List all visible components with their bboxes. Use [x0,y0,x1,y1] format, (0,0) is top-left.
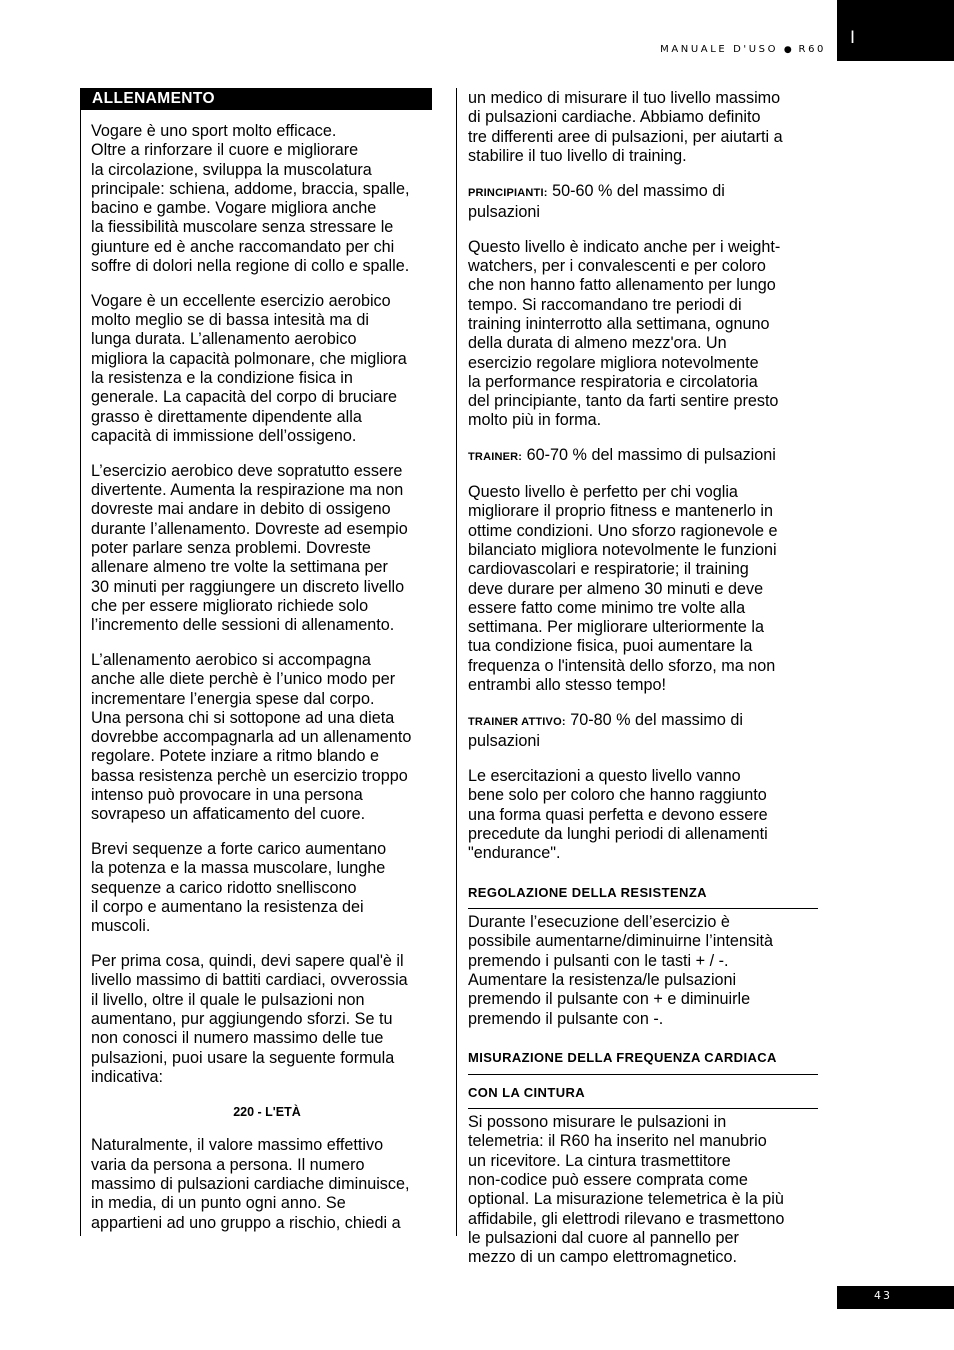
max-heart-rate-formula: 220 - L'ETÀ [233,1105,301,1120]
right-column [468,89,823,1283]
level-label: TRAINER ATTIVO: [468,715,566,728]
paragraph: Vogare è un eccellente esercizio aerobico molto meglio se di bassa intesità ma di lunga durata. L’allenamento aerobico migliora la capacità polmonare, che migliora la resistenza e la condizione fisica in generale. La capacità del corpo di bruciare grasso è direttamente dipendente alla capacità di immissione dell’ossigeno. [91,291,407,445]
left-column-rule [80,88,81,1236]
left-column [91,86,443,1248]
level-label: TRAINER: [468,451,523,464]
level-range: 70-80 % del massimo di pulsazioni [468,710,743,751]
level-trainer [468,446,823,467]
heart-rate-heading: MISURAZIONE DELLA FREQUENZA CARDIACA [468,1044,818,1074]
model-name: R60 [798,44,826,55]
paragraph: Naturalmente, il valore massimo effettivo varia da persona a persona. Il numero massimo di pulsazioni cardiache diminuisce, in media, di un punto ogni anno. Se appartieni ad uno gruppo a rischio, chiedi a [91,1136,410,1232]
paragraph: Vogare è uno sport molto efficace. Oltre a rinforzare il cuore e migliorare la circolazione, sviluppa la muscolatura principale: schiena, addome, braccia, spalle, bacino e gambe. Vogare migliora anche la fiessibilità muscolare senza stressare le giunture ed è anche raccomandato per chi soffre di dolori nella regione di collo e spalle. [91,122,410,276]
level-principianti [468,182,823,223]
resistance-heading: REGOLAZIONE DELLA RESISTENZA [468,879,818,909]
paragraph: Si possono misurare le pulsazioni in telemetria: il R60 ha inserito nel manubrio un ricevitore. La cintura trasmettitore non-codice può essere comprata come optional. La misurazione telemetrica è la più affidabile, gli elettrodi rilevano e trasmettono le pulsazioni dal cuore al pannello per mezzo di un campo elettromagnetico. [468,1113,785,1267]
bullet-separator: ● [783,45,793,55]
paragraph: Questo livello è indicato anche per i weight- watchers, per i convalescenti e per coloro che non hanno fatto allenamento per lungo tempo. Si raccomandano tre periodi di training ininterrotto alla settimana, ognuno della durata di almeno mezz'ora. Un esercizio regolare migliora notevolmente la performance respiratoria e circolatoria del principiante, tanto da farti sentire presto molto più in forma. [468,237,781,430]
paragraph: Brevi sequenze a forte carico aumentano la potenza e la massa muscolare, lunghe sequenze a carico ridotto snelliscono il corpo e aumentano la resistenza dei muscoli. [91,840,387,936]
level-label: PRINCIPIANTI: [468,186,548,199]
paragraph: L’esercizio aerobico deve sopratutto essere divertente. Aumenta la respirazione ma non dovreste mai andare in debito di ossigeno durante l’allenamento. Dovreste ad esempio poter parlare senza problemi. Dovreste allenare almeno tre volte la settimana per 30 minuti per raggiungere un discreto livello che per essere migliorato richiede solo l’incremento delle sessioni di allenamento. [91,461,408,635]
manual-title: MANUALE D'USO [660,44,779,55]
level-trainer-attivo [468,711,823,752]
heart-rate-subheading: CON LA CINTURA [468,1079,818,1109]
language-tab [837,0,954,61]
running-header [660,44,826,55]
level-range: 60-70 % del massimo di pulsazioni [522,446,776,465]
center-column-rule [456,88,457,1236]
paragraph: Per prima cosa, quindi, devi sapere qual'è il livello massimo di battiti cardiaci, ovverossia il livello, oltre il quale le pulsazioni non aumentano, pur aggiungendo sforzi. Se tu non conosci il numero massimo delle tue pulsazioni, puoi usare la seguente formula indicativa: [91,952,408,1086]
paragraph: L’allenamento aerobico si accompagna anche alle diete perchè è l’unico modo per incrementare l’energia spese dal corpo. Una persona chi si sottopone ad una dieta dovrebbe accompagnarla ad un allenamento regolare. Potete inziare a ritmo blando e bassa resistenza perchè un esercizio troppo intenso può provocare in una persona sovrapeso un affaticamento del cuore. [91,650,412,824]
page-number: 43 [874,1289,892,1302]
paragraph: Questo livello è perfetto per chi voglia migliorare il proprio fitness e mantenerlo in ottime condizioni. Uno sforzo ragionevole e bilanciato migliora notevolmente le funzioni cardiovascolari e respiratorie; il training deve durare per almeno 30 minuti e deve essere fatto come minimo tre volte alla settimana. Per migliorare ulteriormente la tua condizione fisica, puoi aumentare la frequenza o l'intensità dello sforzo, ma non entrambi allo stesso tempo! [468,483,778,695]
section-title: ALLENAMENTO [81,88,432,110]
paragraph: un medico di misurare il tuo livello massimo di pulsazioni cardiache. Abbiamo definito tre differenti aree di pulsazioni, per aiutarti a stabilire il tuo livello di training. [468,89,783,165]
language-marker: I [850,28,856,48]
level-range: 50-60 % del massimo di pulsazioni [468,181,725,221]
paragraph: Durante l’esecuzione dell’esercizio è possibile aumentarne/diminuirne l’intensità premendo i pulsanti con le tasti + / -. Aumentare la resistenza/le pulsazioni premendo il pulsante con + e diminuirle premendo il pulsante con -. [468,913,774,1028]
page-number-tab [837,1286,954,1309]
paragraph: Le esercitazioni a questo livello vanno bene solo per coloro che hanno raggiunto una forma quasi perfetta e devono essere precedute da lunghi periodi di allenamenti "endurance". [468,766,768,863]
